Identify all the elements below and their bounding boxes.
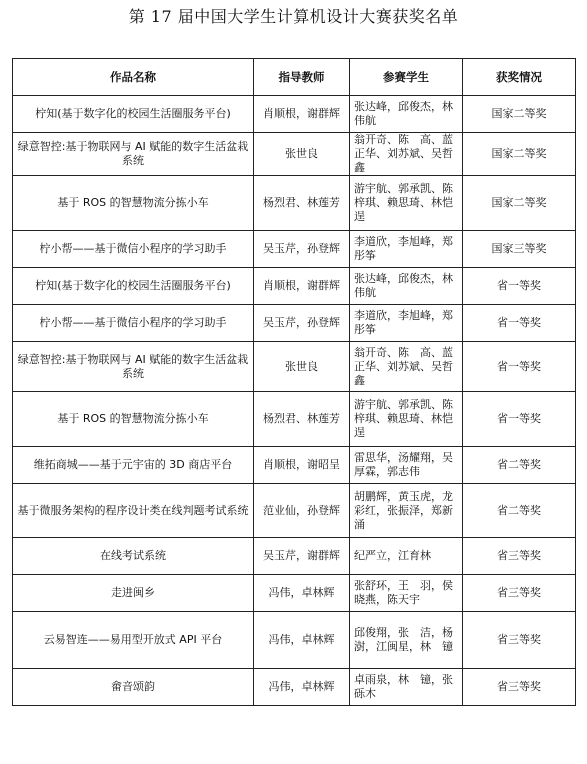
cell-students: 张达峰，邱俊杰，林伟航 [350,96,463,133]
cell-work-name: 基于 ROS 的智慧物流分拣小车 [13,392,254,447]
cell-award: 国家二等奖 [463,96,576,133]
cell-teacher: 吴玉芹，孙登辉 [254,305,350,342]
cell-award: 省一等奖 [463,342,576,392]
cell-work-name: 云易智连——易用型开放式 API 平台 [13,612,254,669]
cell-teacher: 杨烈君、林莲芳 [254,176,350,231]
cell-work-name: 走进闽乡 [13,575,254,612]
table-row [13,575,576,612]
cell-teacher: 肖顺根，谢群辉 [254,96,350,133]
table-row [13,268,576,305]
cell-students: 胡鹏辉，黄玉虎，龙彩红，张振泽，郑新涌 [350,484,463,538]
table-row [13,96,576,133]
table-row [13,305,576,342]
cell-teacher: 冯伟，卓林辉 [254,612,350,669]
table-body [13,96,576,706]
cell-teacher: 冯伟，卓林辉 [254,669,350,706]
cell-teacher: 肖顺根，谢群辉 [254,268,350,305]
cell-award: 国家三等奖 [463,231,576,268]
column-header-teacher: 指导教师 [254,59,350,96]
column-header-students: 参赛学生 [350,59,463,96]
table-row [13,231,576,268]
cell-students: 张舒环，王 羽，侯晓燕，陈天宇 [350,575,463,612]
table-row [13,176,576,231]
cell-work-name: 在线考试系统 [13,538,254,575]
cell-students: 纪严立，江育林 [350,538,463,575]
page-title: 第 17 届中国大学生计算机设计大赛获奖名单 [128,7,459,26]
cell-teacher: 杨烈君、林莲芳 [254,392,350,447]
column-header-award: 获奖情况 [463,59,576,96]
cell-award: 国家二等奖 [463,133,576,176]
cell-work-name: 柠知(基于数字化的校园生活圈服务平台) [13,96,254,133]
cell-teacher: 冯伟，卓林辉 [254,575,350,612]
table-row [13,447,576,484]
cell-teacher: 肖顺根，谢昭呈 [254,447,350,484]
cell-work-name: 绿意智控:基于物联网与 AI 赋能的数字生活盆栽系统 [13,342,254,392]
cell-award: 省三等奖 [463,669,576,706]
cell-award: 省一等奖 [463,392,576,447]
cell-award: 省三等奖 [463,538,576,575]
cell-teacher: 张世良 [254,133,350,176]
award-table [12,58,576,706]
table-row [13,392,576,447]
cell-work-name: 柠小帮——基于微信小程序的学习助手 [13,305,254,342]
cell-work-name: 绿意智控:基于物联网与 AI 赋能的数字生活盆栽系统 [13,133,254,176]
cell-students: 翁开奇、陈 高、蓝正华、刘苏斌、吴哲鑫 [350,133,463,176]
cell-students: 邱俊翔，张 洁，杨 澍，江闽星，林 镱 [350,612,463,669]
cell-teacher: 吴玉芹，谢群辉 [254,538,350,575]
table-row [13,538,576,575]
cell-award: 省一等奖 [463,268,576,305]
cell-work-name: 基于 ROS 的智慧物流分拣小车 [13,176,254,231]
table-header-row [13,59,576,96]
cell-work-name: 基于微服务架构的程序设计类在线判题考试系统 [13,484,254,538]
table-row [13,133,576,176]
cell-students: 卓雨泉，林 镱，张砾木 [350,669,463,706]
cell-teacher: 范业仙，孙登辉 [254,484,350,538]
cell-award: 省二等奖 [463,447,576,484]
cell-work-name: 柠小帮——基于微信小程序的学习助手 [13,231,254,268]
cell-students: 游宇航、郭承凯、陈梓琪、赖思琦、林恺逞 [350,392,463,447]
cell-students: 李道欣，李旭峰，郑彤筝 [350,305,463,342]
cell-students: 翁开奇、陈 高、蓝正华、刘苏斌、吴哲鑫 [350,342,463,392]
table-row [13,342,576,392]
table-row [13,612,576,669]
cell-students: 雷思华，汤耀翔，吴厚霖，郭志伟 [350,447,463,484]
table-row [13,484,576,538]
cell-work-name: 柠知(基于数字化的校园生活圈服务平台) [13,268,254,305]
cell-award: 省二等奖 [463,484,576,538]
cell-students: 游宇航、郭承凯、陈梓琪、赖思琦、林恺逞 [350,176,463,231]
table-row [13,669,576,706]
cell-award: 省三等奖 [463,575,576,612]
cell-students: 李道欣，李旭峰，郑彤筝 [350,231,463,268]
cell-award: 省一等奖 [463,305,576,342]
column-header-name: 作品名称 [13,59,254,96]
cell-teacher: 吴玉芹，孙登辉 [254,231,350,268]
cell-award: 省三等奖 [463,612,576,669]
cell-award: 国家二等奖 [463,176,576,231]
cell-work-name: 维拓商城——基于元宇宙的 3D 商店平台 [13,447,254,484]
cell-work-name: 畲音颂韵 [13,669,254,706]
cell-students: 张达峰，邱俊杰，林伟航 [350,268,463,305]
cell-teacher: 张世良 [254,342,350,392]
